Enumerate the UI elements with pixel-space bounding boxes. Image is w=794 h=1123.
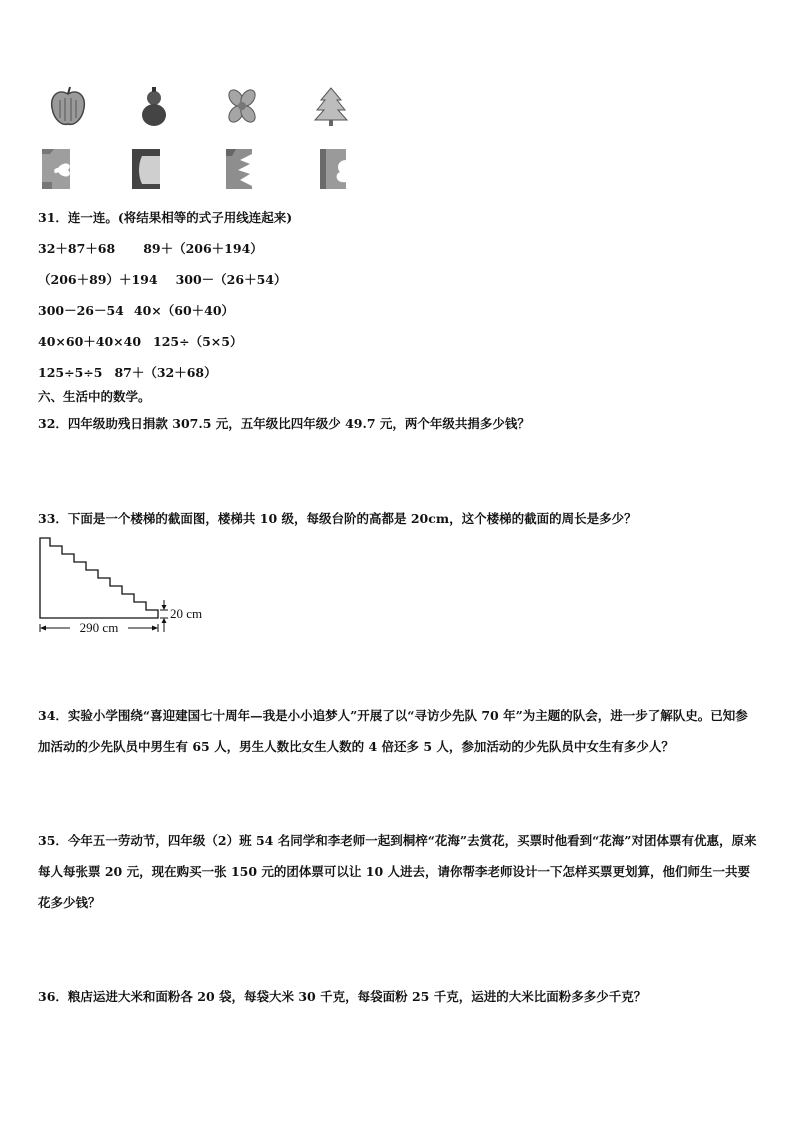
apple-shape-icon (48, 84, 88, 130)
flower-shape-icon (222, 84, 262, 130)
cutout-shape-3-icon (220, 146, 260, 192)
figures-row-1 (38, 84, 378, 134)
q33-text: 33．下面是一个楼梯的截面图，楼梯共 10 级，每级台阶的高都是 20cm，这个楼梯的截面的周长是多少？ (38, 511, 637, 526)
q31-left-expression[interactable]: 40×60＋40×40 (38, 334, 142, 349)
q31-right-expression[interactable]: 40×（60＋40） (133, 303, 235, 318)
q31-row-4 (38, 334, 242, 350)
q31-row-1 (38, 241, 263, 257)
q34-text: 34．实验小学围绕“喜迎建国七十周年—我是小小追梦人”开展了以“寻访少先队 70 年”为主题的队会，进一步了解队史。已知参加活动的少先队员中男生有 65 人，男生人数比女生人数的 4 倍还多 5 人，参加活动的少先队员中女生有多少人？ (38, 708, 748, 754)
gourd-shape-icon (134, 84, 174, 130)
q31-left-expression[interactable]: （206＋89）＋194 (38, 272, 158, 287)
q31-right-expression[interactable]: 300－（26＋54） (175, 272, 287, 287)
staircase-outline (40, 538, 158, 618)
q31-row-5 (38, 365, 217, 381)
q36-text: 36．粮店运进大米和面粉各 20 袋，每袋大米 30 千克，每袋面粉 25 千克，运进的大米比面粉多多少千克？ (38, 989, 647, 1004)
cutout-shape-4-icon (314, 146, 354, 192)
staircase-step-height-label: 20 cm (170, 606, 203, 621)
q31-title: 31．连一连。(将结果相等的式子用线连起来) (38, 210, 293, 225)
q31-right-expression[interactable]: 89＋（206＋194） (143, 241, 263, 256)
tree-shape-icon (311, 84, 351, 130)
q31-left-expression[interactable]: 32＋87＋68 (38, 241, 116, 256)
cutout-shape-1-icon (40, 146, 80, 192)
q31-left-expression[interactable]: 300－26－54 (38, 303, 124, 318)
q31-right-expression[interactable]: 125÷（5×5） (153, 334, 243, 349)
staircase-diagram (36, 536, 236, 636)
q31-left-expression[interactable]: 125÷5÷5 (38, 365, 103, 380)
q31-row-2 (38, 272, 286, 288)
figures-row-2 (38, 146, 378, 196)
cutout-shape-2-icon (126, 146, 166, 192)
staircase-width-label: 290 cm (79, 620, 119, 635)
q35-text: 35．今年五一劳动节，四年级（2）班 54 名同学和李老师一起到桐梓“花海”去赏花，买票时他看到“花海”对团体票有优惠，原来每人每张票 20 元，现在购买一张 150 元的团体票可以让 10 人进去，请你帮李老师设计一下怎样买票更划算，他们师生一共要花多少钱？ (38, 833, 757, 910)
q32-text: 32．四年级助残日捐款 307.5 元，五年级比四年级少 49.7 元，两个年级共捐多少钱？ (38, 416, 530, 431)
q31-row-3 (38, 303, 234, 319)
q31-right-expression[interactable]: 87＋（32＋68） (114, 365, 217, 380)
section-6-title: 六、生活中的数学。 (38, 389, 151, 404)
